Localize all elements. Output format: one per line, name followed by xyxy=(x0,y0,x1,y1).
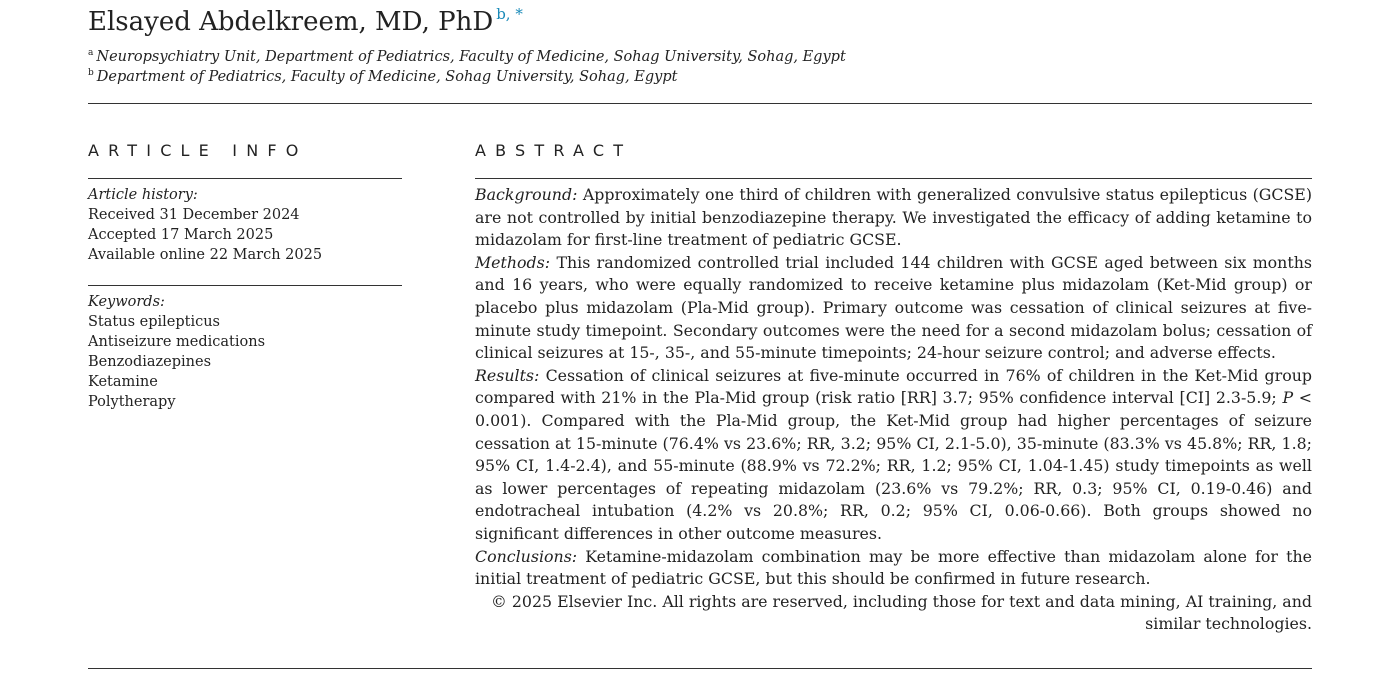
abstract-methods xyxy=(475,252,1312,365)
abstract-results xyxy=(475,365,1312,546)
history-received: Received 31 December 2024 xyxy=(88,207,300,223)
copyright-notice: © 2025 Elsevier Inc. All rights are reserved, including those for text and data mining, AI training, and similar technologies. xyxy=(491,591,1312,634)
methods-text: This randomized controlled trial included 144 children with GCSE aged between six months and 16 years, who were equally randomized to receive ketamine plus midazolam (Ket-Mid group) or placebo plus midazolam (Pla-Mid group). Primary outcome was cessation of clinical seizures at five-minute study timepoint. Secondary outcomes were the need for a second midazolam bolus; cessation of clinical seizures at 15-, 35-, and 55-minute timepoints; 24-hour seizure control; and adverse effects. xyxy=(475,252,1312,363)
p-value-symbol: P xyxy=(1282,388,1294,408)
results-text-2: < 0.001). Compared with the Pla-Mid group, the Ket-Mid group had higher percentages of seizure cessation at 15-minute (76.4% vs 23.6%; RR, 3.2; 95% CI, 2.1-5.0), 35-minute (83.3% vs 45.8%; RR, 1.8; 95% CI, 1.4-2.4), and 55-minute (88.9% vs 72.2%; RR, 1.2; 95% CI, 1.04-1.45) study timepoints as well as lower percentages of repeating midazolam (23.6% vs 79.2%; RR, 0.3; 95% CI, 0.19-0.46) and endotracheal intubation (4.2% vs 20.8%; RR, 0.2; 95% CI, 0.06-0.66). Both groups showed no significant differences in other outcome measures. xyxy=(475,388,1312,543)
conclusions-label: Conclusions: xyxy=(475,546,578,566)
abstract-heading: ABSTRACT xyxy=(475,141,633,160)
results-label: Results: xyxy=(475,365,540,385)
results-text-1: Cessation of clinical seizures at five-minute occurred in 76% of children in the Ket-Mid group compared with 21% in the Pla-Mid group (risk ratio [RR] 3.7; 95% confidence interval [CI] 2.3-5.9; xyxy=(475,365,1312,408)
article-history xyxy=(88,185,402,265)
keyword-item: Antiseizure medications xyxy=(88,334,266,350)
affiliation-text: Neuropsychiatry Unit, Department of Pediatrics, Faculty of Medicine, Sohag University, Sohag, Egypt xyxy=(96,49,846,65)
affiliation-mark: b xyxy=(88,68,94,78)
article-info-heading: ARTICLE INFO xyxy=(88,141,308,160)
keyword-item: Polytherapy xyxy=(88,394,176,410)
history-accepted: Accepted 17 March 2025 xyxy=(88,227,274,243)
methods-label: Methods: xyxy=(475,252,551,272)
author-affiliation-link[interactable]: b, * xyxy=(496,5,523,23)
keywords-list xyxy=(88,292,402,412)
abstract-divider xyxy=(475,178,1312,179)
keywords-divider xyxy=(88,285,402,286)
author-line xyxy=(88,0,523,40)
background-text: Approximately one third of children with generalized convulsive status epilepticus (GCSE) are not controlled by initial benzodiazepine therapy. We investigated the efficacy of adding ketamine to midazolam for first-line treatment of pediatric GCSE. xyxy=(475,185,1312,250)
affiliation-b xyxy=(88,63,677,87)
keyword-item: Benzodiazepines xyxy=(88,354,212,370)
author-name: Elsayed Abdelkreem, MD, PhD xyxy=(88,7,494,37)
article-info-divider xyxy=(88,178,402,179)
header-divider xyxy=(88,103,1312,104)
keywords-label: Keywords: xyxy=(88,294,165,310)
conclusions-text: Ketamine-midazolam combination may be more effective than midazolam alone for the initial treatment of pediatric GCSE, but this should be confirmed in future research. xyxy=(475,546,1312,589)
footer-divider xyxy=(88,668,1312,669)
history-online: Available online 22 March 2025 xyxy=(88,247,323,263)
article-history-label: Article history: xyxy=(88,187,198,203)
affiliation-mark: a xyxy=(88,48,94,58)
affiliation-text: Department of Pediatrics, Faculty of Medicine, Sohag University, Sohag, Egypt xyxy=(96,69,678,85)
keyword-item: Status epilepticus xyxy=(88,314,220,330)
abstract-background xyxy=(475,184,1312,252)
keyword-item: Ketamine xyxy=(88,374,158,390)
background-label: Background: xyxy=(475,185,578,204)
abstract-conclusions xyxy=(475,546,1312,591)
abstract-body xyxy=(475,184,1312,636)
